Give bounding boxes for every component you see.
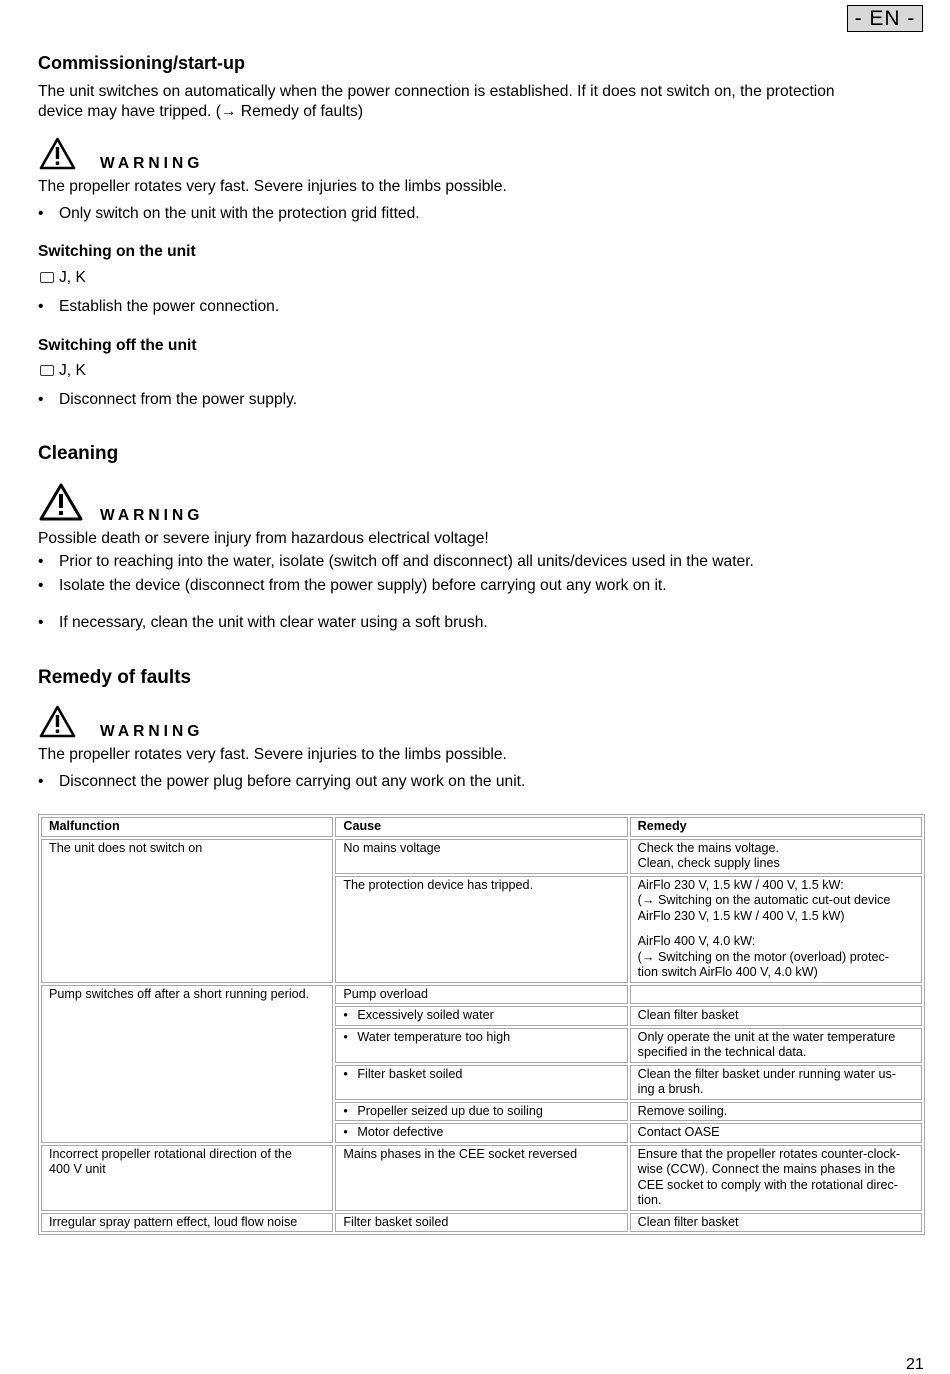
warning-label: WARNING <box>100 155 204 172</box>
warning-triangle-icon <box>39 137 76 170</box>
warning-triangle-icon <box>39 705 76 738</box>
cause-cell: • Filter basket soiled <box>335 1065 627 1100</box>
cleaning-bullet-2: • Isolate the device (disconnect from the power supply) before carrying out any work on it. <box>38 577 667 594</box>
cause-cell: Filter basket soiled <box>335 1213 627 1233</box>
warning-label: WARNING <box>100 723 204 740</box>
cause-cell: • Water temperature too high <box>335 1028 627 1063</box>
cleaning-bullet-1: • Prior to reaching into the water, isolate (switch off and disconnect) all units/devices used in the water. <box>38 553 754 570</box>
cause-cell: Pump overload <box>335 985 627 1005</box>
remedy-cell: Check the mains voltage. Clean, check supply lines <box>630 839 922 874</box>
figure-ref-on: J, K <box>40 269 86 287</box>
cause-cell: No mains voltage <box>335 839 627 874</box>
warning-label: WARNING <box>100 507 204 524</box>
cause-cell: • Excessively soiled water <box>335 1006 627 1026</box>
header-remedy: Remedy <box>630 817 922 837</box>
cause-cell: • Motor defective <box>335 1123 627 1143</box>
malfunction-cell: Irregular spray pattern effect, loud flow noise <box>41 1213 333 1233</box>
remedy-cell: Only operate the unit at the water temperature specified in the technical data. <box>630 1028 922 1063</box>
figure-ref-off: J, K <box>40 362 86 380</box>
commissioning-intro <box>38 82 918 122</box>
language-tag: - EN - <box>847 5 923 32</box>
table-row <box>41 1213 922 1233</box>
switch-off-step: • Disconnect from the power supply. <box>38 391 298 408</box>
cleaning-warning-text: Possible death or severe injury from hazardous electrical voltage! <box>38 530 489 547</box>
table-row <box>41 985 922 1005</box>
cleaning-step: • If necessary, clean the unit with clear water using a soft brush. <box>38 614 488 631</box>
switch-on-title: Switching on the unit <box>38 243 196 260</box>
remedy-cell: AirFlo 230 V, 1.5 kW / 400 V, 1.5 kW: (→ Switching on the automatic cut-out device AirFlo 230 V, 1.5 kW / 400 V, 1.5 kW) AirFlo 400 V, 4.0 kW: (→ Switching on the motor (overload) protec- tion switch AirFlo 400 V, 4.0 kW) <box>630 876 922 983</box>
cleaning-title: Cleaning <box>38 443 119 464</box>
remedy-warning-bullet: • Disconnect the power plug before carrying out any work on the unit. <box>38 773 526 790</box>
remedy-cell <box>630 985 922 1005</box>
figure-icon <box>40 365 54 376</box>
table-row <box>41 839 922 874</box>
header-malfunction: Malfunction <box>41 817 333 837</box>
figure-icon <box>40 272 54 283</box>
header-cause: Cause <box>335 817 627 837</box>
malfunction-cell: Incorrect propeller rotational direction of the 400 V unit <box>41 1145 333 1211</box>
warning-triangle-icon <box>39 483 83 521</box>
commissioning-title: Commissioning/start-up <box>38 53 246 73</box>
faults-table <box>38 814 925 1235</box>
remedy-cell: Clean filter basket <box>630 1006 922 1026</box>
remedy-cell: Clean filter basket <box>630 1213 922 1233</box>
cause-cell: Mains phases in the CEE socket reversed <box>335 1145 627 1211</box>
remedy-cell: Remove soiling. <box>630 1102 922 1122</box>
cause-cell: • Propeller seized up due to soiling <box>335 1102 627 1122</box>
warning-text: The propeller rotates very fast. Severe injuries to the limbs possible. <box>38 178 507 195</box>
remedy-warning-text: The propeller rotates very fast. Severe injuries to the limbs possible. <box>38 746 507 763</box>
intro-line-2: device may have tripped. (→ Remedy of faults) <box>38 103 364 120</box>
intro-line-1: The unit switches on automatically when the power connection is established. If it does not switch on, the protection <box>38 83 835 100</box>
switch-off-title: Switching off the unit <box>38 337 197 354</box>
table-header-row <box>41 817 922 837</box>
malfunction-cell: Pump switches off after a short running period. <box>41 985 333 1143</box>
malfunction-cell: The unit does not switch on <box>41 839 333 983</box>
remedy-cell: Ensure that the propeller rotates counter-clock- wise (CCW). Connect the mains phases in the CEE socket to comply with the rotational direc- tion. <box>630 1145 922 1211</box>
table-row <box>41 1145 922 1211</box>
remedy-title: Remedy of faults <box>38 667 192 688</box>
remedy-cell: Contact OASE <box>630 1123 922 1143</box>
page-number: 21 <box>906 1356 924 1373</box>
remedy-cell: Clean the filter basket under running water us- ing a brush. <box>630 1065 922 1100</box>
warning-bullet: • Only switch on the unit with the protection grid fitted. <box>38 205 420 222</box>
switch-on-step: • Establish the power connection. <box>38 298 280 315</box>
cause-cell: The protection device has tripped. <box>335 876 627 983</box>
